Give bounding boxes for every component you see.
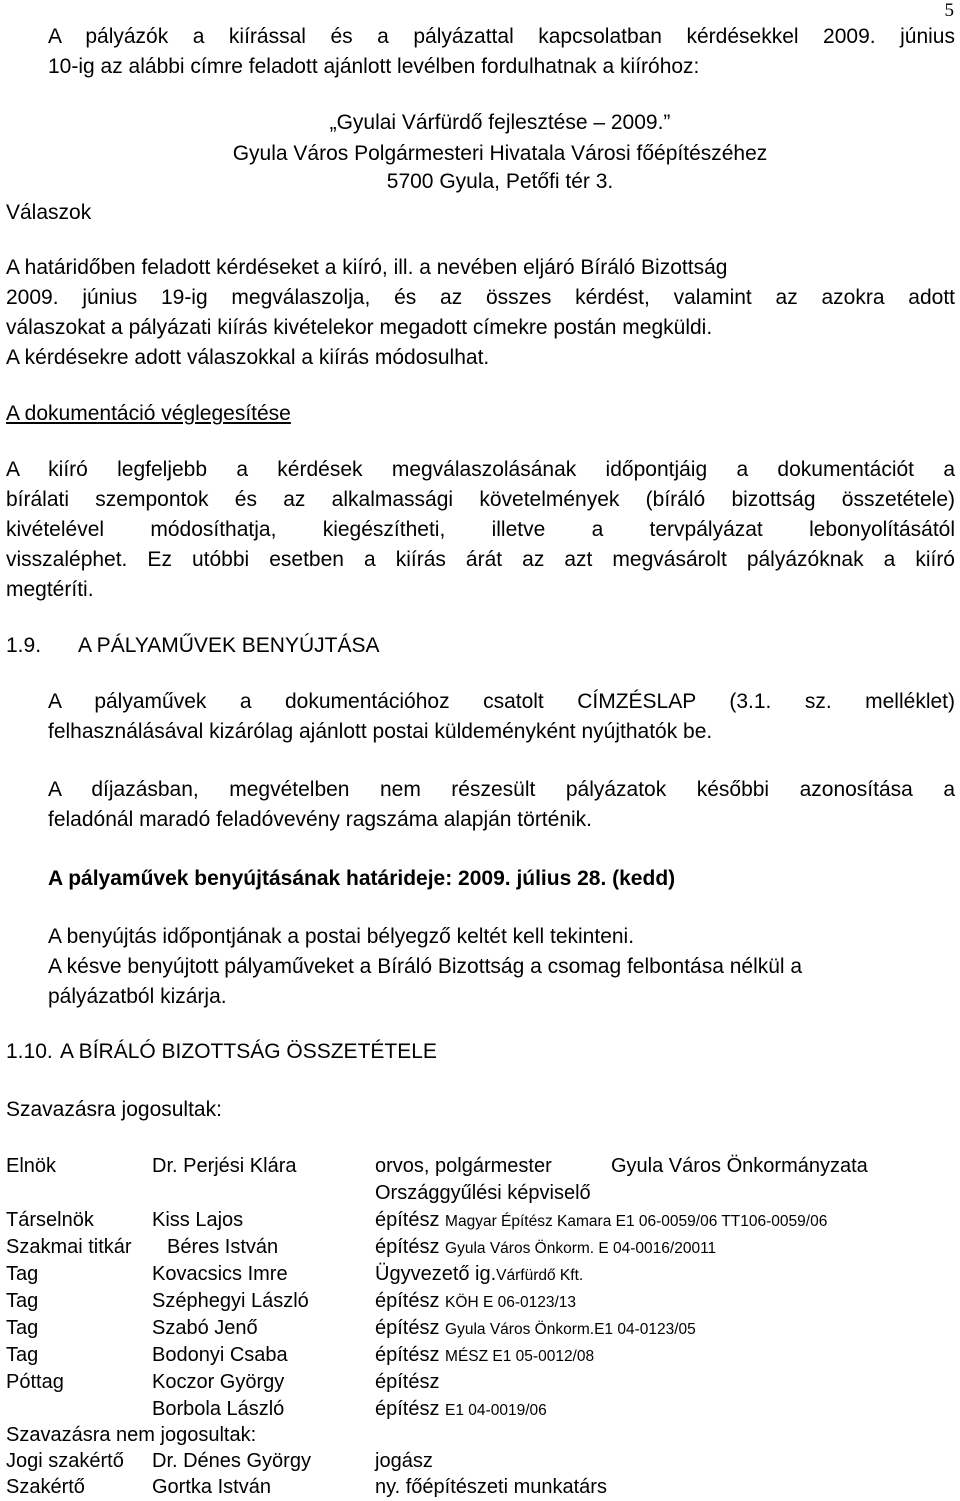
- member-name: Kiss Lajos: [152, 1209, 244, 1231]
- member-name: Kovacsics Imre: [152, 1263, 288, 1285]
- member-title: építész: [375, 1371, 440, 1393]
- finalize-line: kivételével módosíthatja, kiegészítheti, illetve a tervpályázat lebonyolításától: [6, 518, 955, 541]
- finalize-line: bírálati szempontok és az alkalmassági követelmények (bíráló bizottság összetétele): [6, 488, 955, 511]
- postmark-line: A késve benyújtott pályaműveket a Bíráló Bizottság a csomag felbontása nélkül a: [48, 955, 803, 978]
- member-name: Gortka István: [152, 1476, 271, 1498]
- member-role: Tag: [6, 1290, 39, 1312]
- member-role: Szakmai titkár: [6, 1236, 132, 1258]
- submission-paragraph: [48, 687, 955, 747]
- finalize-heading: A dokumentáció véglegesítése: [6, 402, 291, 425]
- answers-line: válaszokat a pályázati kiírás kivételekor megadott címekre postán megküldi.: [6, 316, 713, 339]
- section-number: 1.9.: [6, 634, 42, 657]
- intro-paragraph: [48, 22, 955, 82]
- finalize-paragraph: [6, 455, 955, 605]
- member-name: Borbola László: [152, 1398, 285, 1420]
- member-org: Gyula Város Önkormányzata: [611, 1155, 868, 1177]
- answers-line: 2009. június 19-ig megválaszolja, és az összes kérdést, valamint az azokra adott: [6, 286, 955, 309]
- member-title: Ügyvezető ig.Várfürdő Kft.: [375, 1263, 584, 1285]
- member-role: Jogi szakértő: [6, 1450, 124, 1472]
- identification-line: A díjazásban, megvételben nem részesült pályázatok későbbi azonosítása a: [48, 778, 955, 801]
- address-line: 5700 Gyula, Petőfi tér 3.: [386, 170, 614, 193]
- postmark-line: A benyújtás időpontjának a postai bélyegző keltét kell tekinteni.: [48, 925, 635, 948]
- member-title: építész E1 04-0019/06: [375, 1398, 547, 1420]
- member-title: jogász: [375, 1450, 433, 1472]
- member-role: Tag: [6, 1263, 39, 1285]
- intro-line: A pályázók a kiírással és a pályázattal kapcsolatban kérdésekkel 2009. június: [48, 25, 955, 48]
- member-name: Bodonyi Csaba: [152, 1344, 288, 1366]
- member-role: Társelnök: [6, 1209, 94, 1231]
- postmark-line: pályázatból kizárja.: [48, 985, 227, 1008]
- page-number: 5: [944, 0, 954, 21]
- member-org: Várfürdő Kft.: [496, 1267, 584, 1284]
- identification-line: feladónál maradó feladóvevény ragszáma alapján történik.: [48, 808, 593, 831]
- finalize-line: megtéríti.: [6, 578, 94, 601]
- member-role: Póttag: [6, 1371, 64, 1393]
- section-title: A BÍRÁLÓ BIZOTTSÁG ÖSSZETÉTELE: [60, 1040, 437, 1063]
- member-title: építész Gyula Város Önkorm.E1 04-0123/05: [375, 1317, 696, 1339]
- member-org: KÖH E 06-0123/13: [445, 1294, 577, 1311]
- member-title: építész Magyar Építész Kamara E1 06-0059/06 TT106-0059/06: [375, 1209, 828, 1231]
- answers-heading: Válaszok: [6, 201, 92, 224]
- member-name: Széphegyi László: [152, 1290, 309, 1312]
- submission-line: A pályaművek a dokumentációhoz csatolt CÍMZÉSLAP (3.1. sz. melléklet): [48, 690, 955, 713]
- voting-heading: Szavazásra jogosultak:: [6, 1098, 222, 1121]
- member-role: Elnök: [6, 1155, 57, 1177]
- member-name: Koczor György: [152, 1371, 285, 1393]
- member-title: építész KÖH E 06-0123/13: [375, 1290, 577, 1312]
- intro-line: 10-ig az alábbi címre feladott ajánlott levélben fordulhatnak a kiíróhoz:: [48, 55, 700, 78]
- section-number: 1.10.: [6, 1040, 53, 1063]
- member-name: Béres István: [167, 1236, 279, 1258]
- member-title: építész Gyula Város Önkorm. E 04-0016/20011: [375, 1236, 717, 1258]
- member-name: Dr. Dénes György: [152, 1450, 311, 1472]
- address-line: „Gyulai Várfürdő fejlesztése – 2009.”: [329, 111, 671, 134]
- member-org: Magyar Építész Kamara E1 06-0059/06 TT106-0059/06: [445, 1213, 828, 1230]
- member-org: E1 04-0019/06: [445, 1402, 547, 1419]
- identification-paragraph: [48, 775, 955, 835]
- address-line: Gyula Város Polgármesteri Hivatala Városi főépítészéhez: [232, 142, 768, 165]
- answers-line: A kérdésekre adott válaszokkal a kiírás módosulhat.: [6, 346, 490, 369]
- finalize-line: A kiíró legfeljebb a kérdések megválaszolásának időpontjáig a dokumentációt a: [6, 458, 955, 481]
- member-org: Gyula Város Önkorm. E 04-0016/20011: [445, 1240, 717, 1257]
- deadline-text: A pályaművek benyújtásának határideje: 2009. július 28. (kedd): [48, 867, 676, 890]
- finalize-line: visszaléphet. Ez utóbbi esetben a kiírás árát az azt megvásárolt pályázóknak a kiíró: [6, 548, 955, 571]
- member-title: ny. főépítészeti munkatárs: [375, 1476, 607, 1498]
- answers-paragraph: [6, 253, 955, 373]
- member-title: építész MÉSZ E1 05-0012/08: [375, 1344, 595, 1366]
- member-extra: Országgyűlési képviselő: [375, 1182, 591, 1204]
- member-role: Tag: [6, 1344, 39, 1366]
- postmark-paragraph: [48, 922, 955, 1012]
- member-role: Tag: [6, 1317, 39, 1339]
- member-org: MÉSZ E1 05-0012/08: [445, 1348, 595, 1365]
- member-name: Dr. Perjési Klára: [152, 1155, 297, 1177]
- section-title: A PÁLYAMŰVEK BENYÚJTÁSA: [78, 634, 380, 657]
- member-name: Szabó Jenő: [152, 1317, 258, 1339]
- member-org: Gyula Város Önkorm.E1 04-0123/05: [445, 1321, 696, 1338]
- answers-line: A határidőben feladott kérdéseket a kiíró, ill. a nevében eljáró Bíráló Bizottság: [6, 256, 728, 279]
- member-title: orvos, polgármester: [375, 1155, 552, 1177]
- submission-line: felhasználásával kizárólag ajánlott postai küldeményként nyújthatók be.: [48, 720, 713, 743]
- member-role: Szakértő: [6, 1476, 85, 1498]
